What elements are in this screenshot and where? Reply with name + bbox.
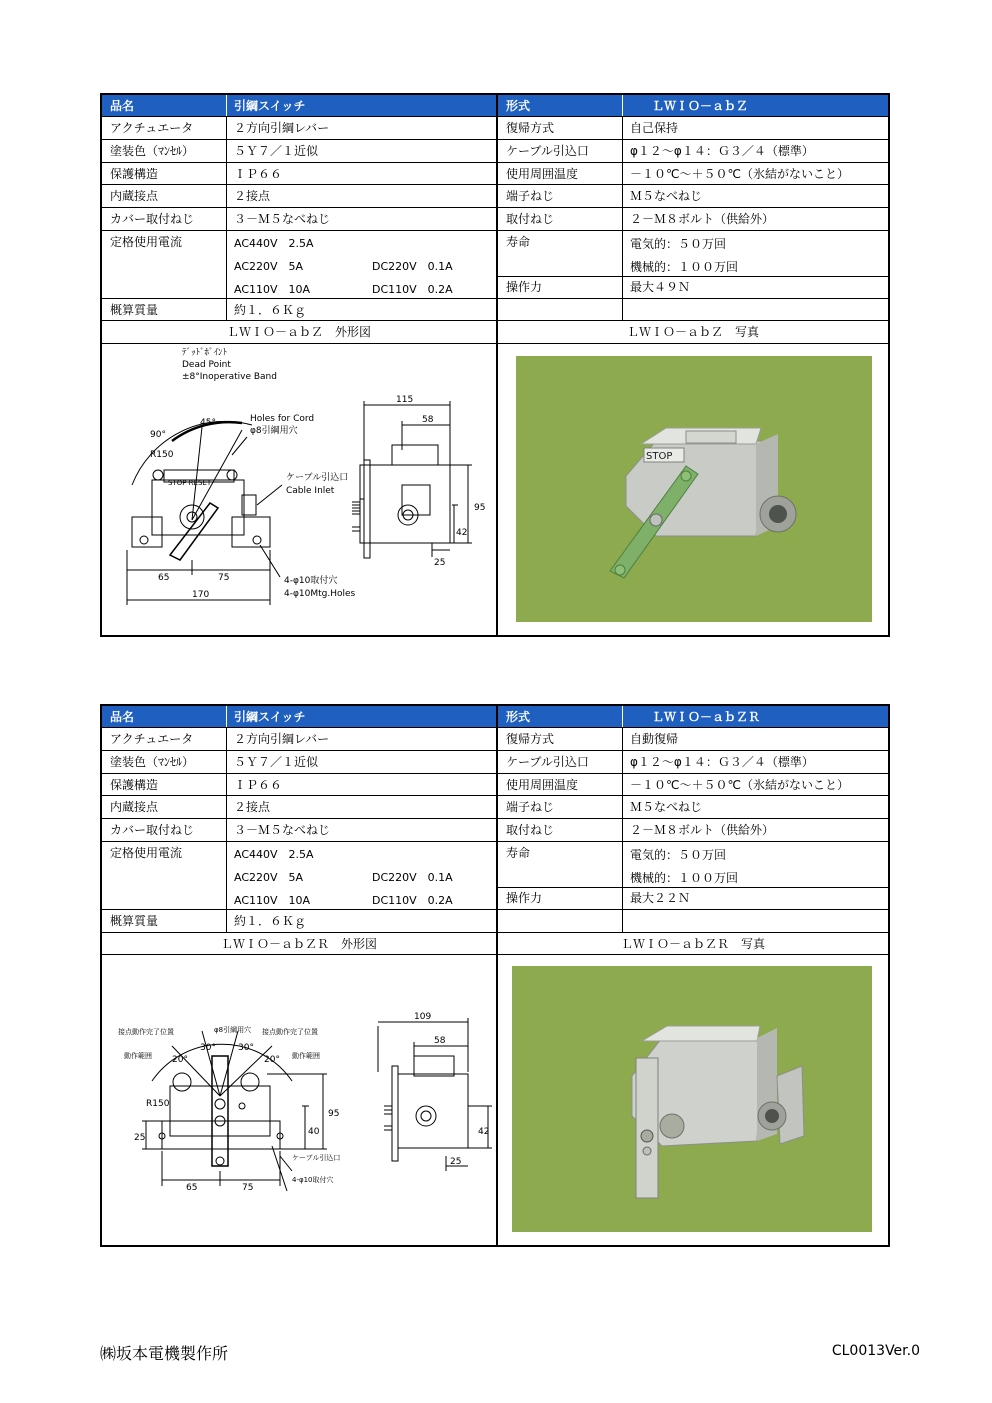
header-row: [102, 95, 888, 117]
spec-value: ５Ｙ７／１近似: [234, 144, 319, 158]
label-dead-jp: ﾃﾞｯﾄﾞﾎﾟｲﾝﾄ: [182, 348, 228, 358]
spec-row: [102, 140, 888, 163]
spec-value: 自己保持: [630, 121, 679, 135]
life-line: 電気的：５０万回: [630, 237, 727, 251]
label-angle: 45°: [200, 418, 216, 428]
label-dead-en: Dead Point: [182, 360, 231, 370]
spec-label: 復帰方式: [506, 121, 555, 135]
spec-value: ３－Ｍ５なべねじ: [234, 212, 331, 226]
spec-value: －１０℃～＋５０℃（氷結がないこと）: [630, 778, 849, 792]
spec-value: 最大２２Ｎ: [630, 891, 691, 905]
spec-label: 保護構造: [110, 778, 159, 792]
current-dc-line: DC110V 0.2A: [372, 894, 453, 907]
spec-row: [102, 774, 888, 796]
spec-label: 寿命: [506, 846, 531, 860]
outline-drawing: [102, 956, 496, 1245]
dim-75: 75: [242, 1183, 254, 1193]
spec-value: 自動復帰: [630, 732, 679, 746]
spec-value: ２－Ｍ８ボルト（供給外）: [630, 212, 775, 226]
spec-value: ２－Ｍ８ボルト（供給外）: [630, 823, 775, 837]
spec-row: [102, 117, 888, 140]
dim-42: 42: [456, 528, 468, 538]
label-angle: 90°: [150, 430, 166, 440]
label-right-top: 接点動作完了位置: [262, 1028, 318, 1036]
current-ac-line: AC220V 5A: [234, 260, 304, 273]
spec-label: 端子ねじ: [506, 800, 555, 814]
spec-value: －１０℃～＋５０℃（氷結がないこと）: [630, 167, 849, 181]
spec-label: ケーブル引込口: [506, 755, 589, 769]
spec-value: 約１．６Ｋｇ: [234, 914, 307, 928]
header-label-name: 品名: [110, 99, 135, 113]
spec-label: 使用周囲温度: [506, 778, 579, 792]
label-mount-en: 4-φ10Mtg.Holes: [284, 589, 356, 599]
spec-sheet-lwio-abz: [100, 93, 890, 637]
spec-value: ＩＰ６６: [234, 167, 283, 181]
spec-value: ２接点: [234, 189, 271, 203]
label-mount-jp: 4-φ10取付穴: [284, 576, 338, 586]
life-line: 電気的：５０万回: [630, 848, 727, 862]
photo-caption: ＬＷＩＯ－ａｂＺＲ 写真: [620, 937, 765, 951]
spec-label: アクチュエータ: [110, 121, 194, 135]
spec-label: 操作力: [506, 280, 543, 294]
label-inlet-jp: ケーブル引込口: [286, 473, 349, 483]
life-line: 機械的：１００万回: [630, 871, 739, 885]
spec-row: [102, 208, 888, 231]
dim-95: 95: [328, 1109, 340, 1119]
life-line: 機械的：１００万回: [630, 260, 739, 274]
outline-drawing: [102, 345, 496, 635]
product-photo: [516, 356, 872, 622]
product-photo: [512, 966, 872, 1232]
spec-label: 内蔵接点: [110, 189, 159, 203]
company-name: ㈱坂本電機製作所: [100, 1344, 229, 1363]
current-dc-line: DC220V 0.1A: [372, 260, 453, 273]
spec-label: 内蔵接点: [110, 800, 159, 814]
label-radius: R150: [150, 450, 174, 460]
dim-65: 65: [158, 573, 170, 583]
label-op-left: 動作範囲: [124, 1052, 152, 1060]
spec-value: ２接点: [234, 800, 271, 814]
label-stop-reset: STOP RESET: [168, 479, 212, 487]
spec-label: アクチュエータ: [110, 732, 194, 746]
dim-95: 95: [474, 503, 486, 513]
label-holes-cord: Holes for Cord: [250, 414, 315, 424]
label-radius: R150: [146, 1099, 170, 1109]
spec-label: 塗装色（ﾏﾝｾﾙ）: [110, 144, 195, 158]
spec-label: 端子ねじ: [506, 189, 555, 203]
spec-label: 塗装色（ﾏﾝｾﾙ）: [110, 755, 195, 769]
dim-58: 58: [422, 415, 434, 425]
photo-caption: ＬＷＩＯ－ａｂＺ 写真: [626, 325, 759, 339]
current-ac-line: AC440V 2.5A: [234, 848, 314, 861]
spec-label: カバー取付ねじ: [110, 823, 195, 837]
photo-stop-label: STOP: [646, 451, 673, 462]
rated-current-row: [102, 231, 888, 299]
spec-label: 概算質量: [110, 914, 159, 928]
spec-label: 定格使用電流: [110, 235, 183, 249]
spec-label: 操作力: [506, 891, 543, 905]
dim-75: 75: [218, 573, 230, 583]
spec-label: 復帰方式: [506, 732, 555, 746]
spec-label: カバー取付ねじ: [110, 212, 195, 226]
spec-value: 最大４９Ｎ: [630, 280, 691, 294]
label-angle: 30°: [238, 1043, 254, 1053]
dim-40: 40: [308, 1127, 320, 1137]
header-value-name: 引綱スイッチ: [234, 99, 306, 113]
header-value-name: 引綱スイッチ: [234, 710, 306, 724]
label-left-top: 接点動作完了位置: [118, 1028, 174, 1036]
dim-170: 170: [192, 590, 210, 600]
label-band: ±8°Inoperative Band: [182, 372, 277, 382]
dim-25: 25: [450, 1157, 462, 1167]
spec-value: ３－Ｍ５なべねじ: [234, 823, 331, 837]
spec-label: 取付ねじ: [506, 823, 555, 837]
header-label-model: 形式: [506, 99, 531, 113]
spec-label: 定格使用電流: [110, 846, 183, 860]
current-dc-line: DC110V 0.2A: [372, 283, 453, 296]
header-value-model: ＬＷＩＯ－ａｂＺＲ: [652, 710, 761, 724]
document-code: CL0013Ver.0: [831, 1343, 920, 1359]
mass-row: [102, 910, 888, 933]
rated-current-row: [102, 842, 888, 910]
label-angle: 30°: [200, 1043, 216, 1053]
spec-sheet-lwio-abzr: [100, 704, 890, 1247]
mass-row: [102, 299, 888, 321]
header-label-model: 形式: [506, 710, 531, 724]
drawing-caption: ＬＷＩＯ－ａｂＺＲ 外形図: [220, 937, 377, 951]
spec-value: 約１．６Ｋｇ: [234, 303, 307, 317]
spec-row: [102, 751, 888, 774]
label-angle: 20°: [172, 1055, 188, 1065]
spec-value: φ１２～φ１４：Ｇ３／４（標準）: [630, 755, 814, 769]
label-mount-jp: 4-φ10取付穴: [292, 1176, 334, 1184]
header-value-model: ＬＷＩＯ－ａｂＺ: [652, 99, 749, 113]
spec-value: ＩＰ６６: [234, 778, 283, 792]
spec-value: φ１２～φ１４：Ｇ３／４（標準）: [630, 144, 814, 158]
spec-label: 概算質量: [110, 303, 159, 317]
caption-row: [102, 933, 888, 955]
current-dc-line: DC220V 0.1A: [372, 871, 453, 884]
spec-row: [102, 185, 888, 208]
spec-row: [102, 819, 888, 842]
dim-65: 65: [186, 1183, 198, 1193]
dim-115: 115: [396, 395, 414, 405]
label-holes-cord-jp: φ8引綱用穴: [250, 426, 298, 436]
label-inlet-en: Cable Inlet: [286, 486, 335, 496]
spec-value: Ｍ５なべねじ: [630, 189, 703, 203]
spec-label: ケーブル引込口: [506, 144, 589, 158]
dim-42: 42: [478, 1127, 490, 1137]
dim-25: 25: [434, 558, 446, 568]
label-hole: φ8引綱用穴: [214, 1026, 252, 1034]
header-row: [102, 706, 888, 728]
label-inlet-jp: ケーブル引込口: [292, 1154, 341, 1162]
spec-row: [102, 796, 888, 819]
spec-row: [102, 728, 888, 751]
drawing-caption: ＬＷＩＯ－ａｂＺ 外形図: [226, 325, 371, 339]
caption-row: [102, 321, 888, 344]
dim-25b: 25: [134, 1133, 146, 1143]
header-label-name: 品名: [110, 710, 135, 724]
spec-label: 取付ねじ: [506, 212, 555, 226]
current-ac-line: AC220V 5A: [234, 871, 304, 884]
spec-value: ２方向引綱レバー: [234, 732, 330, 746]
spec-label: 寿命: [506, 235, 531, 249]
spec-label: 保護構造: [110, 167, 159, 181]
spec-value: ２方向引綱レバー: [234, 121, 330, 135]
current-ac-line: AC110V 10A: [234, 283, 311, 296]
label-angle: 20°: [264, 1055, 280, 1065]
label-op-right: 動作範囲: [292, 1052, 320, 1060]
spec-value: Ｍ５なべねじ: [630, 800, 703, 814]
spec-label: 使用周囲温度: [506, 167, 579, 181]
dim-58: 58: [434, 1036, 446, 1046]
spec-value: ５Ｙ７／１近似: [234, 755, 319, 769]
current-ac-line: AC440V 2.5A: [234, 237, 314, 250]
dim-109: 109: [414, 1012, 432, 1022]
current-ac-line: AC110V 10A: [234, 894, 311, 907]
spec-row: [102, 163, 888, 185]
